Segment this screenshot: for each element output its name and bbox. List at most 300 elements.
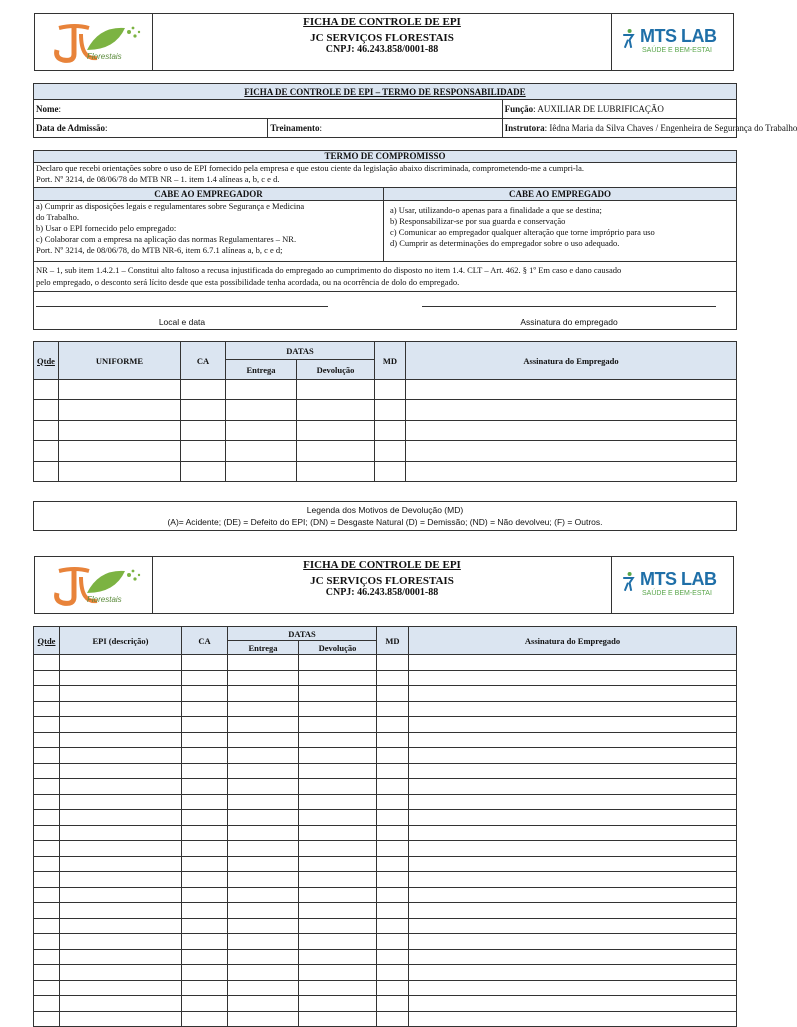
table-cell[interactable] (377, 794, 409, 810)
col-qtde: Qtde (34, 342, 59, 380)
table-cell[interactable] (60, 949, 182, 965)
table-cell[interactable] (181, 441, 226, 461)
legenda-box (33, 501, 737, 531)
table-cell[interactable] (377, 872, 409, 888)
nome-label: Nome (36, 104, 59, 114)
table-cell[interactable] (299, 763, 377, 779)
table-cell[interactable] (182, 841, 228, 857)
table-cell[interactable] (228, 810, 299, 826)
table-cell[interactable] (34, 810, 60, 826)
table-cell[interactable] (377, 887, 409, 903)
table-cell[interactable] (182, 980, 228, 996)
table-cell[interactable] (60, 701, 182, 717)
table-cell[interactable] (182, 965, 228, 981)
table-row (34, 701, 737, 717)
admissao-value[interactable]: : (105, 123, 108, 133)
table-cell[interactable] (377, 670, 409, 686)
table-cell[interactable] (299, 670, 377, 686)
empregador-line-4: Port. Nº 3214, de 08/06/78, do MTB NR-6, item 6.7.1 alíneas a, b, c e d; (36, 245, 283, 255)
table-cell[interactable] (228, 1011, 299, 1027)
table-cell[interactable] (228, 980, 299, 996)
table-cell[interactable] (299, 1011, 377, 1027)
col-epi: EPI (descrição) (60, 627, 182, 655)
table-cell[interactable] (34, 400, 59, 420)
table-cell[interactable] (182, 701, 228, 717)
table-cell[interactable] (409, 763, 737, 779)
nr-line2: pelo empregado, o desconto será lícito desde que esta possibilidade tenha acordada, ou na ocorrência de dolo do empregado. (36, 277, 460, 287)
table-cell[interactable] (181, 400, 226, 420)
table-cell[interactable] (409, 872, 737, 888)
table-cell[interactable] (60, 1011, 182, 1027)
table-cell[interactable] (299, 934, 377, 950)
table-cell[interactable] (228, 872, 299, 888)
funcao-cell (502, 100, 736, 119)
table-cell[interactable] (228, 763, 299, 779)
table-cell[interactable] (182, 810, 228, 826)
table-row (34, 380, 737, 400)
table-cell[interactable] (59, 420, 181, 440)
table-cell[interactable] (228, 701, 299, 717)
table-cell[interactable] (34, 965, 60, 981)
empregado-line-1: b) Responsabilizar-se por sua guarda e conservação (390, 216, 566, 226)
logo-left-text: Florestais (87, 52, 122, 61)
col-devolucao: Devolução (299, 641, 377, 655)
mts-person-icon (620, 571, 636, 593)
table-cell[interactable] (409, 887, 737, 903)
table-cell[interactable] (409, 903, 737, 919)
table-cell[interactable] (299, 887, 377, 903)
table-cell[interactable] (377, 1011, 409, 1027)
table-cell[interactable] (377, 918, 409, 934)
signature-area (34, 291, 736, 329)
table-cell[interactable] (409, 670, 737, 686)
table-cell[interactable] (181, 380, 226, 400)
table-cell[interactable] (377, 748, 409, 764)
table-cell[interactable] (406, 380, 737, 400)
table-cell[interactable] (377, 980, 409, 996)
table-cell[interactable] (377, 825, 409, 841)
table-cell[interactable] (182, 655, 228, 671)
table-cell[interactable] (409, 686, 737, 702)
table-cell[interactable] (228, 903, 299, 919)
table-row (34, 872, 737, 888)
table-cell[interactable] (182, 1011, 228, 1027)
table-cell[interactable] (299, 965, 377, 981)
table-cell[interactable] (226, 380, 297, 400)
table-cell[interactable] (182, 996, 228, 1012)
table-cell[interactable] (60, 670, 182, 686)
logo-left-text: Florestais (87, 595, 122, 604)
table-cell[interactable] (60, 934, 182, 950)
table-cell[interactable] (299, 794, 377, 810)
table-cell[interactable] (34, 996, 60, 1012)
funcao-value: : AUXILIAR DE LUBRIFICAÇÃO (533, 104, 664, 114)
table-cell[interactable] (297, 461, 375, 481)
table-cell[interactable] (182, 887, 228, 903)
header2-logo-cell (35, 557, 153, 613)
table-cell[interactable] (59, 441, 181, 461)
table-cell[interactable] (59, 461, 181, 481)
table-cell[interactable] (60, 748, 182, 764)
logo-right-sub: SAÚDE E BEM-ESTAI (642, 590, 712, 597)
header-2 (34, 556, 734, 614)
table-cell[interactable] (297, 400, 375, 420)
table-row (34, 670, 737, 686)
empregador-line-0: a) Cumprir as disposições legais e regulamentares sobre Segurança e Medicina (36, 201, 305, 211)
nr-line1: NR – 1, sub item 1.4.2.1 – Constitui alto faltoso a recusa injustificada do empregado ao cumprimento do disposto no item 1.4. CLT – Art. 462. § 1º Em caso e dano causado (36, 265, 622, 275)
table-row (34, 996, 737, 1012)
col-qtde: Qtde (34, 627, 60, 655)
table-cell[interactable] (34, 1011, 60, 1027)
nr-text (34, 264, 736, 288)
table-cell[interactable] (60, 887, 182, 903)
table-cell[interactable] (60, 779, 182, 795)
table-cell[interactable] (182, 779, 228, 795)
table-cell[interactable] (375, 380, 406, 400)
table-cell[interactable] (299, 810, 377, 826)
table-cell[interactable] (34, 670, 60, 686)
table-cell[interactable] (228, 965, 299, 981)
empregado-title: CABE AO EMPREGADO (384, 188, 736, 201)
page-title: FICHA DE CONTROLE DE EPI (303, 16, 461, 28)
table-cell[interactable] (228, 748, 299, 764)
table-row (34, 748, 737, 764)
table-cell[interactable] (406, 400, 737, 420)
table-cell[interactable] (409, 841, 737, 857)
instrutora-cell (502, 119, 797, 138)
table-cell[interactable] (182, 918, 228, 934)
table-cell[interactable] (228, 686, 299, 702)
header-logo-right-cell (611, 14, 733, 70)
table-cell[interactable] (60, 965, 182, 981)
page-title: FICHA DE CONTROLE DE EPI (303, 559, 461, 571)
local-data-line[interactable] (36, 306, 328, 307)
table-cell[interactable] (299, 949, 377, 965)
empregado-line-2: c) Comunicar ao empregador qualquer alteração que torne impróprio para uso (390, 227, 655, 237)
responsibility-columns (34, 187, 736, 262)
assinatura-label: Assinatura do empregado (520, 317, 618, 327)
table-cell[interactable] (60, 655, 182, 671)
instrutora-value: : Iêdna Maria da Silva Chaves / Engenheira de Segurança do Trabalho (544, 123, 797, 133)
table-cell[interactable] (377, 903, 409, 919)
table-cell[interactable] (228, 856, 299, 872)
col-datas: DATAS (226, 342, 375, 360)
table-cell[interactable] (60, 841, 182, 857)
treinamento-value[interactable]: : (319, 123, 323, 133)
table-cell[interactable] (60, 996, 182, 1012)
table-cell[interactable] (34, 887, 60, 903)
table-cell[interactable] (181, 461, 226, 481)
table-cell[interactable] (60, 918, 182, 934)
table-cell[interactable] (182, 825, 228, 841)
table-cell[interactable] (409, 965, 737, 981)
col-md: MD (375, 342, 406, 380)
table-cell[interactable] (34, 763, 60, 779)
table-cell[interactable] (299, 701, 377, 717)
table-cell[interactable] (409, 732, 737, 748)
table-cell[interactable] (299, 980, 377, 996)
compromisso-line1: Declaro que recebi orientações sobre o uso de EPI fornecido pela empresa e que estou ciente da legislação abaixo discriminada, comprometendo-me a cumpri-la. (36, 163, 585, 173)
table-cell[interactable] (59, 400, 181, 420)
table-row (34, 965, 737, 981)
table-row (34, 794, 737, 810)
table-cell[interactable] (60, 763, 182, 779)
empregador-column (34, 188, 384, 261)
table-cell[interactable] (228, 825, 299, 841)
table-cell[interactable] (377, 949, 409, 965)
table-cell[interactable] (299, 686, 377, 702)
table-cell[interactable] (406, 461, 737, 481)
table-cell[interactable] (228, 918, 299, 934)
table-cell[interactable] (181, 420, 226, 440)
col-uniforme: UNIFORME (59, 342, 181, 380)
table-row (34, 825, 737, 841)
col-entrega: Entrega (226, 360, 297, 380)
table-cell[interactable] (299, 841, 377, 857)
table-row (34, 887, 737, 903)
table-cell[interactable] (182, 872, 228, 888)
table-cell[interactable] (299, 872, 377, 888)
empregado-column (384, 188, 736, 261)
instrutora-label: Instrutora (504, 123, 545, 133)
table-cell[interactable] (406, 441, 737, 461)
table-cell[interactable] (409, 825, 737, 841)
table-cell[interactable] (60, 825, 182, 841)
funcao-label: Função (504, 104, 534, 114)
table-row (34, 856, 737, 872)
table-cell[interactable] (182, 717, 228, 733)
table-row (34, 980, 737, 996)
table-cell[interactable] (409, 980, 737, 996)
table-cell[interactable] (182, 934, 228, 950)
table-row (34, 655, 737, 671)
table-cell[interactable] (34, 441, 59, 461)
table-cell[interactable] (34, 748, 60, 764)
table-cell[interactable] (409, 717, 737, 733)
empregador-line-1: do Trabalho. (36, 212, 79, 222)
compromisso-box (33, 150, 737, 330)
table-cell[interactable] (409, 810, 737, 826)
table-cell[interactable] (34, 918, 60, 934)
local-data-label: Local e data (158, 317, 206, 327)
table-cell[interactable] (299, 856, 377, 872)
table-cell[interactable] (182, 763, 228, 779)
table-cell[interactable] (182, 856, 228, 872)
table-cell[interactable] (34, 779, 60, 795)
table-cell[interactable] (228, 670, 299, 686)
table-cell[interactable] (60, 732, 182, 748)
table-cell[interactable] (297, 441, 375, 461)
table-cell[interactable] (34, 380, 59, 400)
table-cell[interactable] (377, 965, 409, 981)
table-cell[interactable] (34, 934, 60, 950)
table-cell[interactable] (59, 380, 181, 400)
table-cell[interactable] (375, 461, 406, 481)
table-cell[interactable] (409, 655, 737, 671)
table-cell[interactable] (182, 732, 228, 748)
table-cell[interactable] (377, 732, 409, 748)
table-cell[interactable] (182, 903, 228, 919)
table-row (34, 918, 737, 934)
termo-title: FICHA DE CONTROLE DE EPI – TERMO DE RESPONSABILIDADE (34, 84, 737, 100)
table-cell[interactable] (228, 717, 299, 733)
table-cell[interactable] (299, 996, 377, 1012)
header2-title (153, 559, 611, 613)
header-logo-cell (35, 14, 153, 70)
table-row (34, 949, 737, 965)
table-cell[interactable] (299, 732, 377, 748)
table-cell[interactable] (34, 841, 60, 857)
table-cell[interactable] (60, 810, 182, 826)
table-cell[interactable] (409, 1011, 737, 1027)
table-cell[interactable] (182, 949, 228, 965)
table-cell[interactable] (299, 655, 377, 671)
table-row (34, 903, 737, 919)
table-cell[interactable] (34, 949, 60, 965)
table-cell[interactable] (375, 400, 406, 420)
table-cell[interactable] (409, 918, 737, 934)
table-cell[interactable] (377, 686, 409, 702)
col-assinatura: Assinatura do Empregado (406, 342, 737, 380)
col-entrega: Entrega (228, 641, 299, 655)
table-cell[interactable] (299, 717, 377, 733)
table-cell[interactable] (34, 732, 60, 748)
col-devolucao: Devolução (297, 360, 375, 380)
table-cell[interactable] (228, 655, 299, 671)
table-row (34, 686, 737, 702)
table-cell[interactable] (377, 841, 409, 857)
table-cell[interactable] (228, 934, 299, 950)
logo-right-sub: SAÚDE E BEM-ESTAI (642, 47, 712, 54)
table-cell[interactable] (228, 887, 299, 903)
nome-cell (34, 100, 503, 119)
company-cnpj: CNPJ: 46.243.858/0001-88 (325, 587, 439, 598)
compromisso-line2: Port. Nº 3214, de 08/06/78 do MTB NR – 1. item 1.4 alíneas a, b, c e d. (36, 174, 280, 184)
table-cell[interactable] (226, 461, 297, 481)
table-cell[interactable] (226, 400, 297, 420)
table-cell[interactable] (297, 420, 375, 440)
treinamento-cell (268, 119, 502, 138)
table-cell[interactable] (409, 779, 737, 795)
table-cell[interactable] (34, 872, 60, 888)
table-row (34, 841, 737, 857)
table-cell[interactable] (377, 763, 409, 779)
table-cell[interactable] (409, 856, 737, 872)
nome-value[interactable]: : (58, 104, 62, 114)
table-cell[interactable] (377, 701, 409, 717)
table-row (34, 763, 737, 779)
table-cell[interactable] (377, 934, 409, 950)
table-row (34, 779, 737, 795)
table-row (34, 732, 737, 748)
table-cell[interactable] (34, 825, 60, 841)
table-cell[interactable] (409, 996, 737, 1012)
header-1 (34, 13, 734, 71)
table-cell[interactable] (297, 380, 375, 400)
table-cell[interactable] (228, 732, 299, 748)
table-cell[interactable] (60, 794, 182, 810)
table-cell[interactable] (377, 996, 409, 1012)
table-cell[interactable] (226, 441, 297, 461)
table-cell[interactable] (60, 980, 182, 996)
table-cell[interactable] (34, 980, 60, 996)
logo-right-main: MTS LAB (640, 569, 717, 589)
table-cell[interactable] (377, 856, 409, 872)
table-cell[interactable] (60, 856, 182, 872)
table-cell[interactable] (409, 748, 737, 764)
table-cell[interactable] (377, 810, 409, 826)
logo-right-main: MTS LAB (640, 26, 717, 46)
table-cell[interactable] (34, 903, 60, 919)
table-cell[interactable] (409, 794, 737, 810)
termo-table (33, 83, 797, 138)
treinamento-label: Treinamento (270, 123, 320, 133)
table-row (34, 400, 737, 420)
table-cell[interactable] (34, 856, 60, 872)
table-cell[interactable] (299, 779, 377, 795)
table-cell[interactable] (228, 841, 299, 857)
table-cell[interactable] (60, 903, 182, 919)
table-cell[interactable] (377, 655, 409, 671)
table-cell[interactable] (377, 717, 409, 733)
legenda-title: Legenda dos Motivos de Devolução (MD) (306, 505, 464, 515)
table-cell[interactable] (228, 794, 299, 810)
table-cell[interactable] (228, 779, 299, 795)
table-cell[interactable] (409, 934, 737, 950)
table-cell[interactable] (299, 903, 377, 919)
empregador-title: CABE AO EMPREGADOR (34, 188, 383, 201)
table-cell[interactable] (299, 748, 377, 764)
table-row (34, 810, 737, 826)
table-cell[interactable] (299, 918, 377, 934)
table-row (34, 934, 737, 950)
company-name: JC SERVIÇOS FLORESTAIS (310, 575, 454, 587)
table-cell[interactable] (34, 794, 60, 810)
col-assinatura: Assinatura do Empregado (409, 627, 737, 655)
table-cell[interactable] (60, 717, 182, 733)
table-cell[interactable] (299, 825, 377, 841)
empregado-line-0: a) Usar, utilizando-o apenas para a finalidade a que se destina; (390, 205, 602, 215)
table-cell[interactable] (409, 949, 737, 965)
table-cell[interactable] (34, 686, 60, 702)
table-cell[interactable] (226, 420, 297, 440)
table-cell[interactable] (182, 794, 228, 810)
table-cell[interactable] (34, 717, 60, 733)
table-cell[interactable] (228, 949, 299, 965)
table-cell[interactable] (60, 686, 182, 702)
mts-person-icon (620, 28, 636, 50)
table-cell[interactable] (34, 655, 60, 671)
table-cell[interactable] (34, 420, 59, 440)
table-cell[interactable] (228, 996, 299, 1012)
table-cell[interactable] (375, 420, 406, 440)
table-cell[interactable] (406, 420, 737, 440)
table-cell[interactable] (34, 701, 60, 717)
table-cell[interactable] (60, 872, 182, 888)
table-row (34, 1011, 737, 1027)
table-row (34, 441, 737, 461)
table-cell[interactable] (377, 779, 409, 795)
table-cell[interactable] (182, 686, 228, 702)
uniforme-table (33, 341, 737, 482)
table-cell[interactable] (182, 670, 228, 686)
legenda-text: (A)= Acidente; (DE) = Defeito do EPI; (DN) = Desgaste Natural (D) = Demissão; (ND) = Não devolveu; (F) = Outros. (167, 517, 603, 527)
table-cell[interactable] (182, 748, 228, 764)
table-cell[interactable] (409, 701, 737, 717)
assinatura-line[interactable] (422, 306, 716, 307)
table-cell[interactable] (34, 461, 59, 481)
table-cell[interactable] (375, 441, 406, 461)
